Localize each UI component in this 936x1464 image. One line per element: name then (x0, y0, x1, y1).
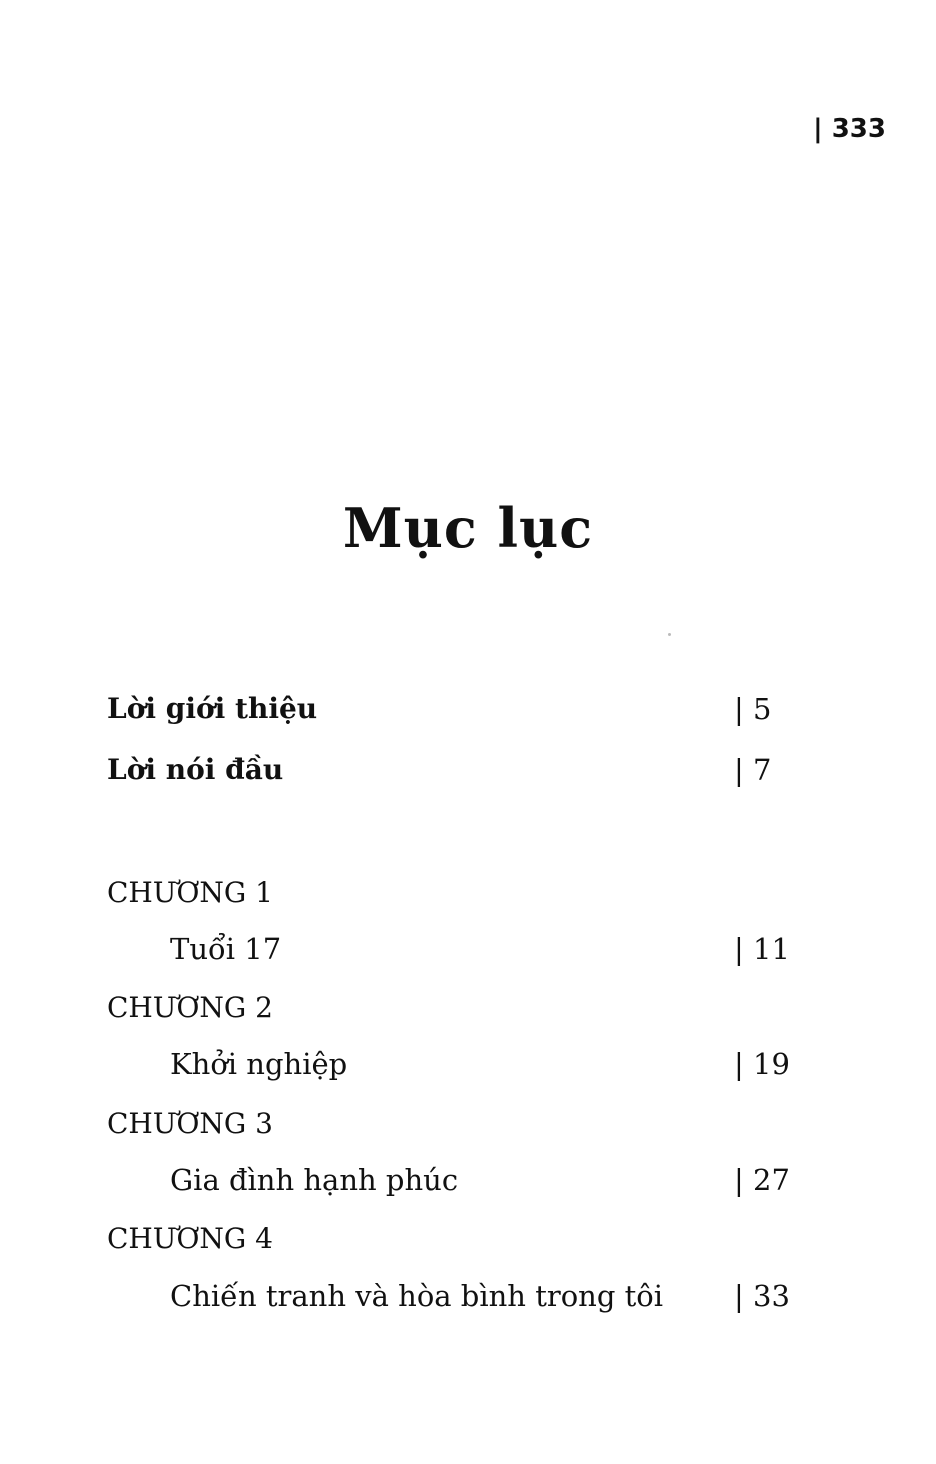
toc-entry-page: | 27 (734, 1163, 790, 1197)
toc-entry-label: Gia đình hạnh phúc (170, 1163, 459, 1197)
toc-entry-chapter-4 (0, 1276, 936, 1316)
toc-entry-page: | 19 (734, 1047, 790, 1081)
chapter-heading: CHƯƠNG 4 (107, 1222, 273, 1255)
paper-speck (668, 633, 671, 636)
toc-entry-chapter-1 (0, 929, 936, 969)
toc-entry-introduction (0, 689, 936, 729)
page-number: | 333 (813, 114, 886, 144)
toc-entry-label: Lời nói đầu (107, 753, 284, 786)
toc-entry-preface (0, 750, 936, 790)
toc-entry-page: | 11 (734, 932, 790, 966)
toc-entry-label: Chiến tranh và hòa bình trong tôi (170, 1279, 664, 1313)
toc-entry-page: | 33 (734, 1279, 790, 1313)
toc-entry-page: | 5 (734, 692, 772, 726)
chapter-heading: CHƯƠNG 2 (107, 991, 273, 1024)
toc-entry-chapter-3 (0, 1160, 936, 1200)
chapter-heading: CHƯƠNG 1 (107, 876, 273, 909)
toc-entry-page: | 7 (734, 753, 772, 787)
chapter-heading: CHƯƠNG 3 (107, 1107, 273, 1140)
page-title: Mục lục (342, 496, 594, 560)
toc-entry-label: Tuổi 17 (170, 932, 282, 966)
toc-entry-label: Khởi nghiệp (170, 1047, 348, 1081)
toc-entry-chapter-2 (0, 1044, 936, 1084)
toc-entry-label: Lời giới thiệu (107, 692, 318, 725)
